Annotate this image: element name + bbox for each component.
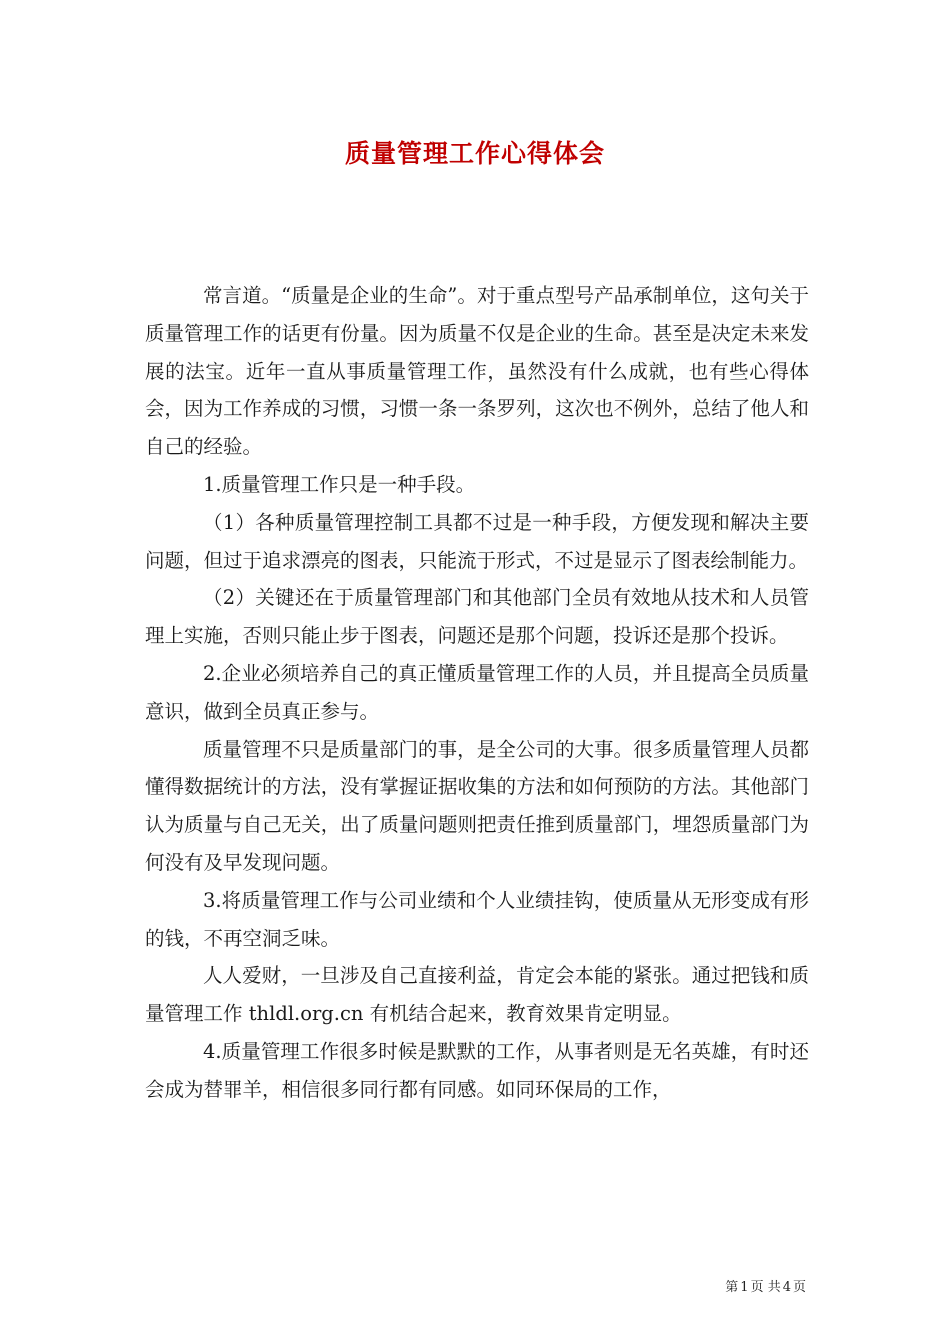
paragraph-point-2-detail: 质量管理不只是质量部门的事，是全公司的大事。很多质量管理人员都懂得数据统计的方法，没有掌握证据收集的方法和如何预防的方法。其他部门认为质量与自己无关，出了质量问题则把责任推到质量部门，埋怨质量部门为何没有及早发现问题。 — [145, 737, 809, 874]
footer-current-page: 1 — [740, 1280, 749, 1295]
paragraph-intro: 常言道。“质量是企业的生命”。对于重点型号产品承制单位，这句关于质量管理工作的话更有份量。因为质量不仅是企业的生命。甚至是决定未来发展的法宝。近年一直从事质量管理工作，虽然没有什么成就，也有些心得体会，因为工作养成的习惯，习惯一条一条罗列，这次也不例外，总结了他人和自己的经验。 — [145, 284, 809, 459]
footer-suffix: 页 — [792, 1280, 806, 1295]
paragraph-point-3: 3.将质量管理工作与公司业绩和个人业绩挂钩，使质量从无形变成有形的钱，不再空洞乏味。 — [145, 888, 809, 950]
paragraph-point-1-sub-1: （1）各种质量管理控制工具都不过是一种手段，方便发现和解决主要问题，但过于追求漂亮的图表，只能流于形式，不过是显示了图表绘制能力。 — [145, 510, 809, 572]
document-body — [145, 277, 809, 1109]
paragraph-point-1-sub-2: （2）关键还在于质量管理部门和其他部门全员有效地从技术和人员管理上实施，否则只能止步于图表，问题还是那个问题，投诉还是那个投诉。 — [145, 586, 809, 648]
footer-total-pages: 4 — [782, 1280, 791, 1295]
paragraph-point-4: 4.质量管理工作很多时候是默默的工作，从事者则是无名英雄，有时还会成为替罪羊，相信很多同行都有同感。如同环保局的工作， — [145, 1039, 809, 1101]
footer-prefix: 第 — [725, 1280, 739, 1295]
document-title: 质量管理工作心得体会 — [344, 139, 605, 168]
paragraph-point-1: 1.质量管理工作只是一种手段。 — [203, 472, 476, 496]
paragraph-point-3-detail: 人人爱财，一旦涉及自己直接利益，肯定会本能的紧张。通过把钱和质量管理工作 thldl.org.cn 有机结合起来，教育效果肯定明显。 — [145, 964, 809, 1026]
paragraph-point-2: 2.企业必须培养自己的真正懂质量管理工作的人员，并且提高全员质量意识，做到全员真正参与。 — [145, 661, 809, 723]
footer-middle: 页 共 — [750, 1280, 781, 1295]
page-number-footer — [0, 1276, 807, 1295]
